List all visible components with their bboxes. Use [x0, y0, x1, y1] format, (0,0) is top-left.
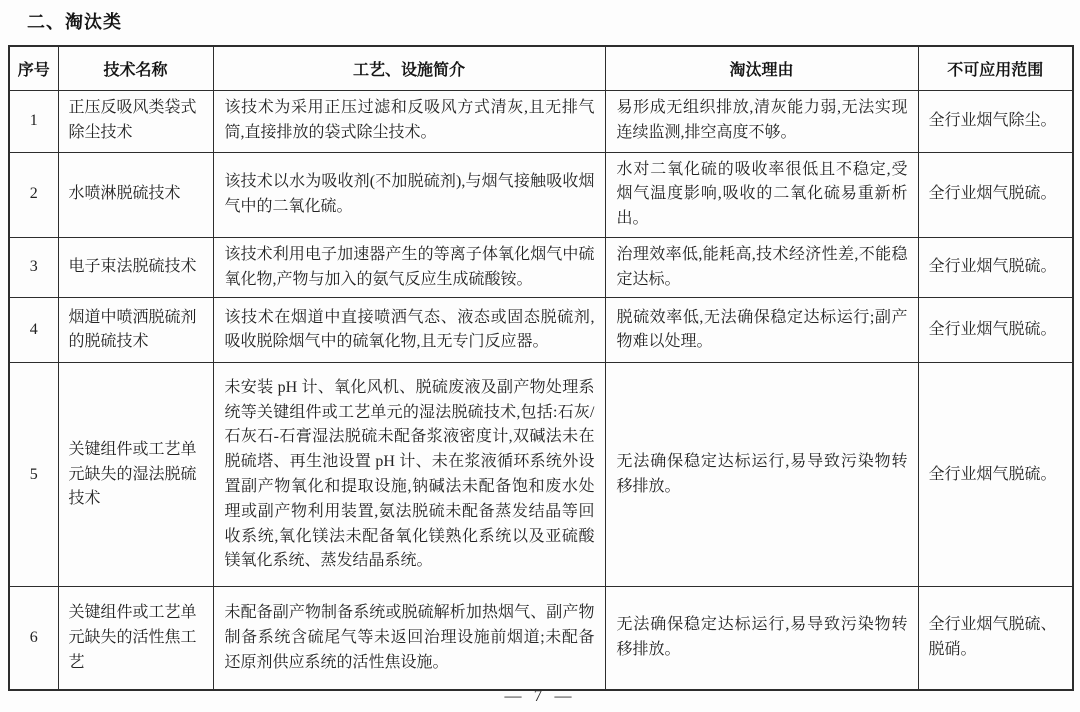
cell-scope: 全行业烟气脱硫。	[918, 298, 1073, 363]
cell-reason: 治理效率低,能耗高,技术经济性差,不能稳定达标。	[605, 237, 918, 298]
cell-process-desc: 该技术为采用正压过滤和反吸风方式清灰,且无排气筒,直接排放的袋式除尘技术。	[213, 90, 605, 152]
cell-process-desc: 该技术在烟道中直接喷洒气态、液态或固态脱硫剂,吸收脱除烟气中的硫氧化物,且无专门反应器。	[213, 298, 605, 363]
cell-process-desc: 该技术利用电子加速器产生的等离子体氧化烟气中硫氧化物,产物与加入的氨气反应生成硫酸铵。	[213, 237, 605, 298]
cell-tech-name: 关键组件或工艺单元缺失的湿法脱硫技术	[58, 363, 213, 587]
cell-process-desc: 该技术以水为吸收剂(不加脱硫剂),与烟气接触吸收烟气中的二氧化硫。	[213, 152, 605, 237]
table-row	[9, 237, 1073, 298]
cell-process-desc: 未配备副产物制备系统或脱硫解析加热烟气、副产物制备系统含硫尾气等未返回治理设施前烟道;未配备还原剂供应系统的活性焦设施。	[213, 587, 605, 690]
cell-tech-name: 电子束法脱硫技术	[58, 237, 213, 298]
cell-row-no: 1	[9, 90, 58, 152]
cell-scope: 全行业烟气除尘。	[918, 90, 1073, 152]
cell-row-no: 3	[9, 237, 58, 298]
cell-reason: 水对二氧化硫的吸收率很低且不稳定,受烟气温度影响,吸收的二氧化硫易重新析出。	[605, 152, 918, 237]
cell-process-desc: 未安装 pH 计、氧化风机、脱硫废液及副产物处理系统等关键组件或工艺单元的湿法脱硫技术,包括:石灰/石灰石-石膏湿法脱硫未配备浆液密度计,双碱法未在脱硫塔、再生池设置 pH 计、未在浆液循环系统外设置副产物氧化和提取设施,钠碱法未配备饱和废水处理或副产物利用装置,氨法脱硫未配备蒸发结晶等回收系统,氧化镁法未配备氧化镁熟化系统以及亚硫酸镁氧化系统、蒸发结晶系统。	[213, 363, 605, 587]
cell-scope: 全行业烟气脱硫。	[918, 237, 1073, 298]
cell-reason: 易形成无组织排放,清灰能力弱,无法实现连续监测,排空高度不够。	[605, 90, 918, 152]
cell-reason: 无法确保稳定达标运行,易导致污染物转移排放。	[605, 363, 918, 587]
cell-reason: 无法确保稳定达标运行,易导致污染物转移排放。	[605, 587, 918, 690]
cell-row-no: 5	[9, 363, 58, 587]
cell-scope: 全行业烟气脱硫。	[918, 363, 1073, 587]
column-header-no: 序号	[9, 46, 58, 90]
cell-row-no: 2	[9, 152, 58, 237]
cell-scope: 全行业烟气脱硫。	[918, 152, 1073, 237]
column-header-process-desc: 工艺、设施简介	[213, 46, 605, 90]
column-header-reason: 淘汰理由	[605, 46, 918, 90]
section-title: 二、淘汰类	[27, 12, 122, 32]
table-row	[9, 298, 1073, 363]
cell-tech-name: 水喷淋脱硫技术	[58, 152, 213, 237]
eliminated-technology-table	[8, 45, 1074, 691]
table-header-row	[9, 46, 1073, 90]
table-row	[9, 587, 1073, 690]
table-row	[9, 363, 1073, 587]
cell-reason: 脱硫效率低,无法确保稳定达标运行;副产物难以处理。	[605, 298, 918, 363]
cell-tech-name: 关键组件或工艺单元缺失的活性焦工艺	[58, 587, 213, 690]
cell-row-no: 6	[9, 587, 58, 690]
cell-row-no: 4	[9, 298, 58, 363]
table-row	[9, 90, 1073, 152]
page-number: — 7 —	[504, 686, 576, 705]
column-header-tech-name: 技术名称	[58, 46, 213, 90]
column-header-scope: 不可应用范围	[918, 46, 1073, 90]
cell-tech-name: 烟道中喷洒脱硫剂的脱硫技术	[58, 298, 213, 363]
cell-tech-name: 正压反吸风类袋式除尘技术	[58, 90, 213, 152]
cell-scope: 全行业烟气脱硫、脱硝。	[918, 587, 1073, 690]
table-row	[9, 152, 1073, 237]
